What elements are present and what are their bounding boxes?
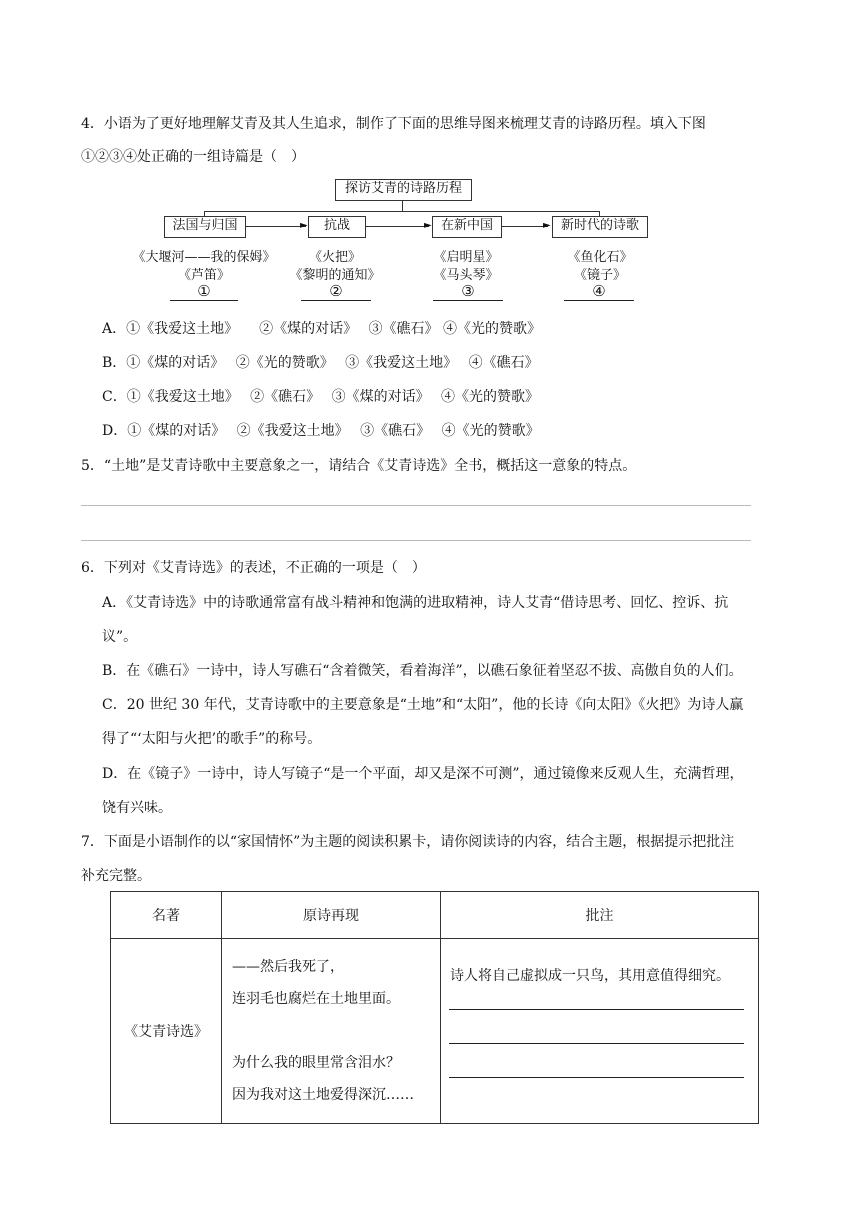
mindmap-arrow	[500, 226, 548, 227]
q7-stem-line1: 7．下面是小语制作的以“家国情怀”为主题的阅读积累卡，请你阅读诗的内容，结合主题，根据提示把批注	[81, 834, 735, 850]
blank-marker: ②	[329, 282, 343, 300]
branch3-poem: 《启明星》	[433, 250, 499, 265]
q4-stem-line1: 4．小语为了更好地理解艾青及其人生追求，制作了下面的思维导图来梳理艾青的诗路历程。填入下图	[81, 116, 706, 132]
mindmap-branch-newchina: 在新中国	[432, 216, 502, 238]
table-header-row	[111, 892, 759, 939]
table-row	[111, 939, 759, 1124]
branch4-poem: 《镜子》	[573, 268, 626, 283]
blank-marker: ①	[197, 282, 211, 300]
answer-line[interactable]	[81, 540, 751, 541]
arrowhead-icon: ►	[424, 220, 432, 231]
mindmap-arrow	[366, 226, 429, 227]
mindmap-root: 探访艾青的诗路历程	[335, 179, 472, 201]
poem-line: 为什么我的眼里常含泪水？	[232, 1055, 400, 1071]
header-note: 批注	[441, 892, 759, 939]
q4-option-b[interactable]: B．①《煤的对话》 ②《光的赞歌》 ③《我爱这土地》 ④《礁石》	[102, 355, 539, 371]
mindmap-branch-newera: 新时代的诗歌	[552, 216, 648, 238]
branch1-poem: 《芦笛》	[177, 268, 230, 283]
poem-line: 因为我对这土地爱得深沉……	[232, 1087, 414, 1103]
reading-card-table	[110, 891, 759, 1124]
poem-line: ——然后我死了，	[232, 959, 344, 975]
blank-line	[170, 300, 238, 301]
blank-line	[301, 300, 371, 301]
blank-marker: ④	[592, 282, 606, 300]
q7-stem-line2: 补充完整。	[81, 868, 151, 884]
branch2-poem: 《黎明的通知》	[289, 268, 381, 283]
mindmap-connector	[204, 211, 600, 212]
q5-stem: 5．“土地”是艾青诗歌中主要意象之一，请结合《艾青诗选》全书，概括这一意象的特点。	[81, 458, 637, 474]
q4-stem-line2: ①②③④处正确的一组诗篇是（ ）	[81, 149, 305, 165]
note-answer-line[interactable]	[449, 1077, 744, 1078]
poem-cell	[222, 939, 441, 1124]
q6-option-b[interactable]: B．在《礁石》一诗中，诗人写礁石“含着微笑，看着海洋”，以礁石象征着坚忍不拔、高傲自负的人们。	[102, 663, 743, 679]
blank-marker: ③	[461, 282, 475, 300]
q4-option-c[interactable]: C．①《我爱这土地》 ②《礁石》 ③《煤的对话》 ④《光的赞歌》	[102, 389, 540, 405]
blank-line	[433, 300, 503, 301]
header-book: 名著	[111, 892, 222, 939]
q6-option-c-cont: 得了“‘太阳与火把’的歌手”的称号。	[102, 731, 322, 747]
answer-line[interactable]	[81, 505, 751, 506]
q6-option-a-cont: 议”。	[102, 629, 138, 645]
q4-option-a[interactable]: A．①《我爱这土地》 ②《煤的对话》 ③《礁石》 ④《光的赞歌》	[102, 321, 542, 337]
book-cell: 《艾青诗选》	[111, 939, 222, 1124]
arrowhead-icon: ►	[300, 220, 308, 231]
mindmap-connector	[402, 201, 403, 211]
mindmap-arrow	[244, 226, 306, 227]
blank-line	[564, 300, 634, 301]
note-answer-line[interactable]	[449, 1043, 744, 1044]
mindmap-branch-france: 法国与归国	[164, 216, 246, 238]
branch1-poem: 《大堰河——我的保姆》	[132, 250, 276, 265]
q6-option-c[interactable]: C．20 世纪 30 年代，艾青诗歌中的主要意象是“土地”和“太阳”，他的长诗《向太阳》《火把》为诗人赢	[102, 697, 744, 713]
arrowhead-icon: ►	[543, 220, 551, 231]
note-answer-line[interactable]	[449, 1009, 744, 1010]
q6-option-a[interactable]: A．《艾青诗选》中的诗歌通常富有战斗精神和饱满的进取精神，诗人艾青“借诗思考、回忆、控诉、抗	[102, 595, 729, 611]
mindmap-branch-war: 抗战	[308, 216, 366, 238]
q6-option-d-cont: 饶有兴味。	[102, 800, 172, 816]
q4-option-d[interactable]: D．①《煤的对话》 ②《我爱这土地》 ③《礁石》 ④《光的赞歌》	[102, 423, 540, 439]
branch4-poem: 《鱼化石》	[567, 250, 633, 265]
branch3-poem: 《马头琴》	[433, 268, 499, 283]
branch2-poem: 《火把》	[308, 250, 361, 265]
q6-option-d[interactable]: D．在《镜子》一诗中，诗人写镜子“是一个平面，却又是深不可测”，通过镜像来反观人生，充满哲理，	[102, 766, 744, 782]
poem-line: 连羽毛也腐烂在土地里面。	[232, 991, 400, 1007]
note-cell	[441, 939, 759, 1124]
note-text: 诗人将自己虚拟成一只鸟，其用意值得细究。	[450, 968, 730, 984]
q6-stem: 6．下列对《艾青诗选》的表述，不正确的一项是（ ）	[81, 560, 426, 576]
header-poem: 原诗再现	[222, 892, 441, 939]
